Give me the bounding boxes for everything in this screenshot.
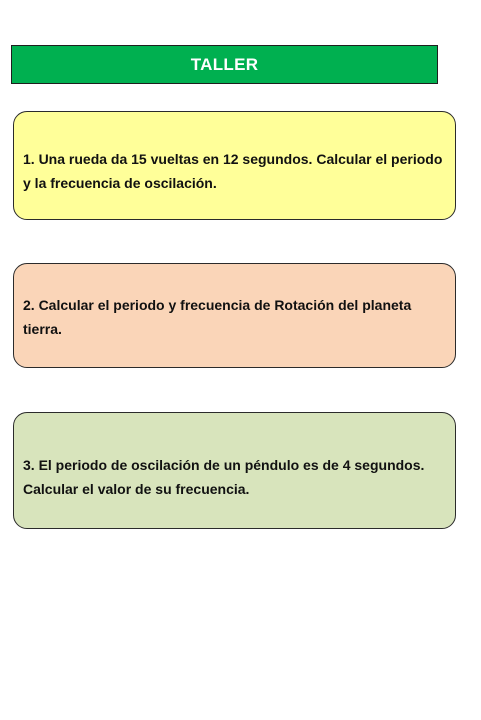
exercise-card-1 — [13, 111, 456, 220]
exercise-text-3: 3. El periodo de oscilación de un péndulo es de 4 segundos. Calcular el valor de su frecuencia. — [23, 456, 425, 497]
exercise-card-2 — [13, 263, 456, 368]
exercise-text-1: 1. Una rueda da 15 vueltas en 12 segundos. Calcular el periodo y la frecuencia de oscilación. — [23, 150, 443, 191]
page-title: TALLER — [190, 54, 259, 74]
exercise-card-3 — [13, 412, 456, 529]
exercise-text-2: 2. Calcular el periodo y frecuencia de Rotación del planeta tierra. — [23, 296, 412, 337]
title-banner — [11, 45, 438, 84]
